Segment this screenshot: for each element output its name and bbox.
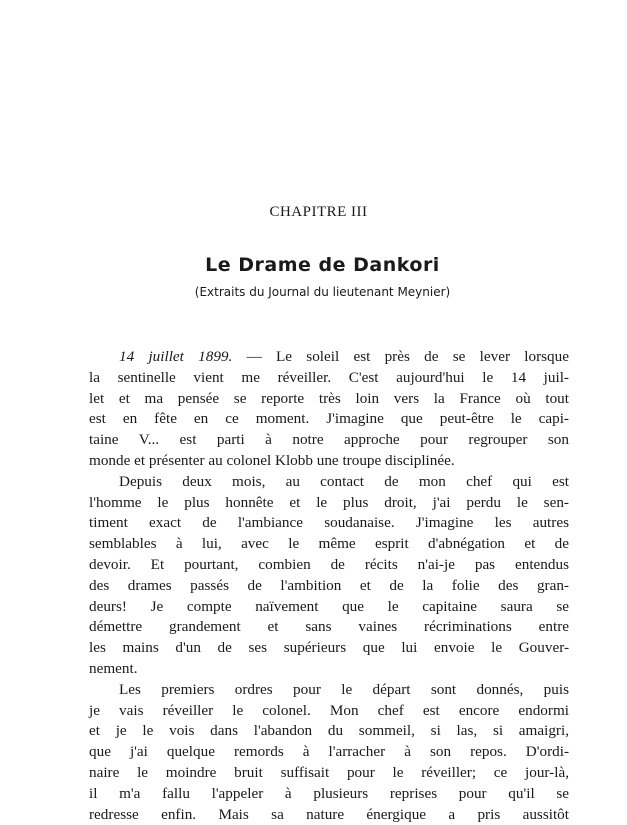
text-line: l'homme le plus honnête et le plus droit, j'ai perdu le sen-: [89, 493, 569, 511]
text-line: naire le moindre bruit suffisait pour le réveiller; ce jour-là,: [89, 763, 569, 781]
text-line: semblables à lui, avec le même esprit d'abnégation et de: [89, 535, 569, 553]
text-line: je vais réveiller le colonel. Mon chef est encore endormi: [89, 701, 569, 719]
text-line: nement.: [89, 659, 138, 677]
text-line: timent exact de l'ambiance soudanaise. J'imagine les autres: [89, 514, 569, 532]
chapter-heading: CHAPITRE III: [269, 204, 368, 220]
text-line: taine V... est parti à notre approche pour regrouper son: [89, 431, 569, 449]
text-line: Les premiers ordres pour le départ sont donnés, puis: [119, 680, 569, 698]
text-line: démettre grandement et sans vaines récriminations entre: [89, 618, 569, 636]
text-line: la sentinelle vient me réveiller. C'est aujourd'hui le 14 juil-: [89, 368, 569, 386]
text-line: et je le vois dans l'abandon du sommeil, si las, si amaigri,: [89, 722, 569, 740]
chapter-subtitle: (Extraits du Journal du lieutenant Meynier): [194, 285, 451, 299]
text-line: monde et présenter au colonel Klobb une troupe disciplinée.: [89, 451, 455, 469]
text-line: let et ma pensée se reporte très loin vers la France où tout: [89, 389, 569, 407]
text-line: devoir. Et pourtant, combien de récits n'ai-je pas entendus: [89, 555, 569, 573]
text-line: deurs! Je compte naïvement que le capitaine saura se: [89, 597, 569, 615]
journal-date: 14 juillet 1899.: [119, 348, 233, 365]
text-line: des drames passés de l'ambition et de la folie des gran-: [89, 576, 569, 594]
text-line: [89, 347, 569, 368]
text-line: il m'a fallu l'appeler à plusieurs reprises pour qu'il se: [89, 784, 569, 802]
text-line: Depuis deux mois, au contact de mon chef qui est: [119, 472, 569, 490]
body-text: [89, 347, 569, 825]
text-line-segment: — Le soleil est près de se lever lorsque: [232, 348, 569, 365]
chapter-title: Le Drame de Dankori: [205, 254, 440, 276]
text-line: les mains d'un de ses supérieurs que lui envoie le Gouver-: [89, 639, 569, 657]
text-line: est en fête en ce moment. J'imagine que peut-être le capi-: [89, 410, 569, 428]
text-line: que j'ai quelque remords à l'arracher à son repos. D'ordi-: [89, 743, 569, 761]
text-line: redresse enfin. Mais sa nature énergique a pris aussitôt: [89, 805, 569, 823]
